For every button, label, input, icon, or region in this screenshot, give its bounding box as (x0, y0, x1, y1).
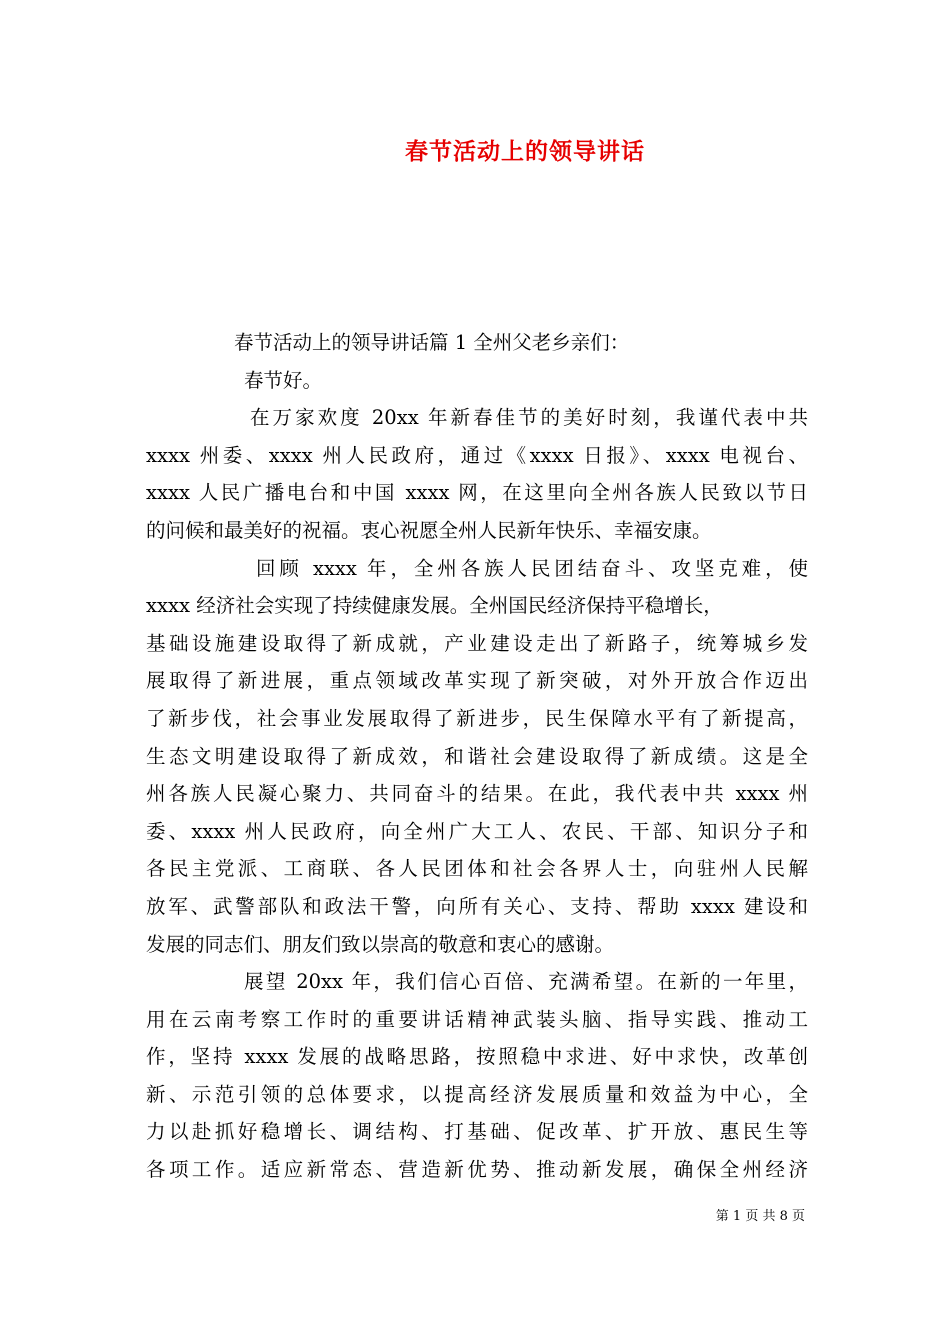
text-line: xxxx 州委、xxxx 州人民政府，通过《xxxx 日报》、xxxx 电视台、 (146, 443, 808, 467)
text-line: 发展的同志们、朋友们致以崇高的敬意和衷心的感谢。 (146, 932, 615, 956)
text-line: 州各族人民凝心聚力、共同奋斗的结果。在此，我代表中共 xxxx 州 (146, 782, 808, 806)
text-line: 春节活动上的领导讲话篇 1 全州父老乡亲们： (234, 331, 630, 354)
text-line: 的问候和最美好的祝福。衷心祝愿全州人民新年快乐、幸福安康。 (146, 518, 712, 542)
text-line: 力以赴抓好稳增长、调结构、打基础、促改革、扩开放、惠民生等 (146, 1120, 808, 1144)
page-footer: 第 1 页 共 8 页 (715, 1209, 805, 1224)
text-line: 回顾 xxxx 年，全州各族人民团结奋斗、攻坚克难，使 (256, 556, 808, 580)
text-line: 新、示范引领的总体要求，以提高经济发展质量和效益为中心，全 (146, 1082, 808, 1106)
text-line: 各项工作。适应新常态、营造新优势、推动新发展，确保全州经济 (146, 1158, 808, 1182)
text-line: 了新步伐，社会事业发展取得了新进步，民生保障水平有了新提高， (146, 706, 808, 730)
text-line: 在万家欢度 20xx 年新春佳节的美好时刻，我谨代表中共 (250, 406, 808, 430)
text-line: 放军、武警部队和政法干警，向所有关心、支持、帮助 xxxx 建设和 (146, 894, 808, 918)
text-line: 用在云南考察工作时的重要讲话精神武装头脑、指导实践、推动工 (146, 1007, 808, 1031)
text-line: 春节好。 (244, 368, 323, 392)
text-line: 作，坚持 xxxx 发展的战略思路，按照稳中求进、好中求快，改革创 (146, 1045, 808, 1069)
text-line: 展望 20xx 年，我们信心百倍、充满希望。在新的一年里， (244, 970, 808, 994)
text-line: 各民主党派、工商联、各人民团体和社会各界人士，向驻州人民解 (146, 857, 808, 881)
text-line: 生态文明建设取得了新成效，和谐社会建设取得了新成绩。这是全 (146, 744, 808, 768)
document-title: 春节活动上的领导讲话 (405, 138, 645, 165)
document-body (146, 324, 808, 1189)
text-line: xxxx 经济社会实现了持续健康发展。全州国民经济保持平稳增长， (146, 594, 723, 618)
text-line: 委、xxxx 州人民政府，向全州广大工人、农民、干部、知识分子和 (146, 819, 808, 843)
text-line: 展取得了新进展，重点领域改革实现了新突破，对外开放合作迈出 (146, 669, 808, 693)
text-line: xxxx 人民广播电台和中国 xxxx 网，在这里向全州各族人民致以节日 (146, 481, 808, 505)
text-line: 基础设施建设取得了新成就，产业建设走出了新路子，统筹城乡发 (146, 631, 808, 655)
